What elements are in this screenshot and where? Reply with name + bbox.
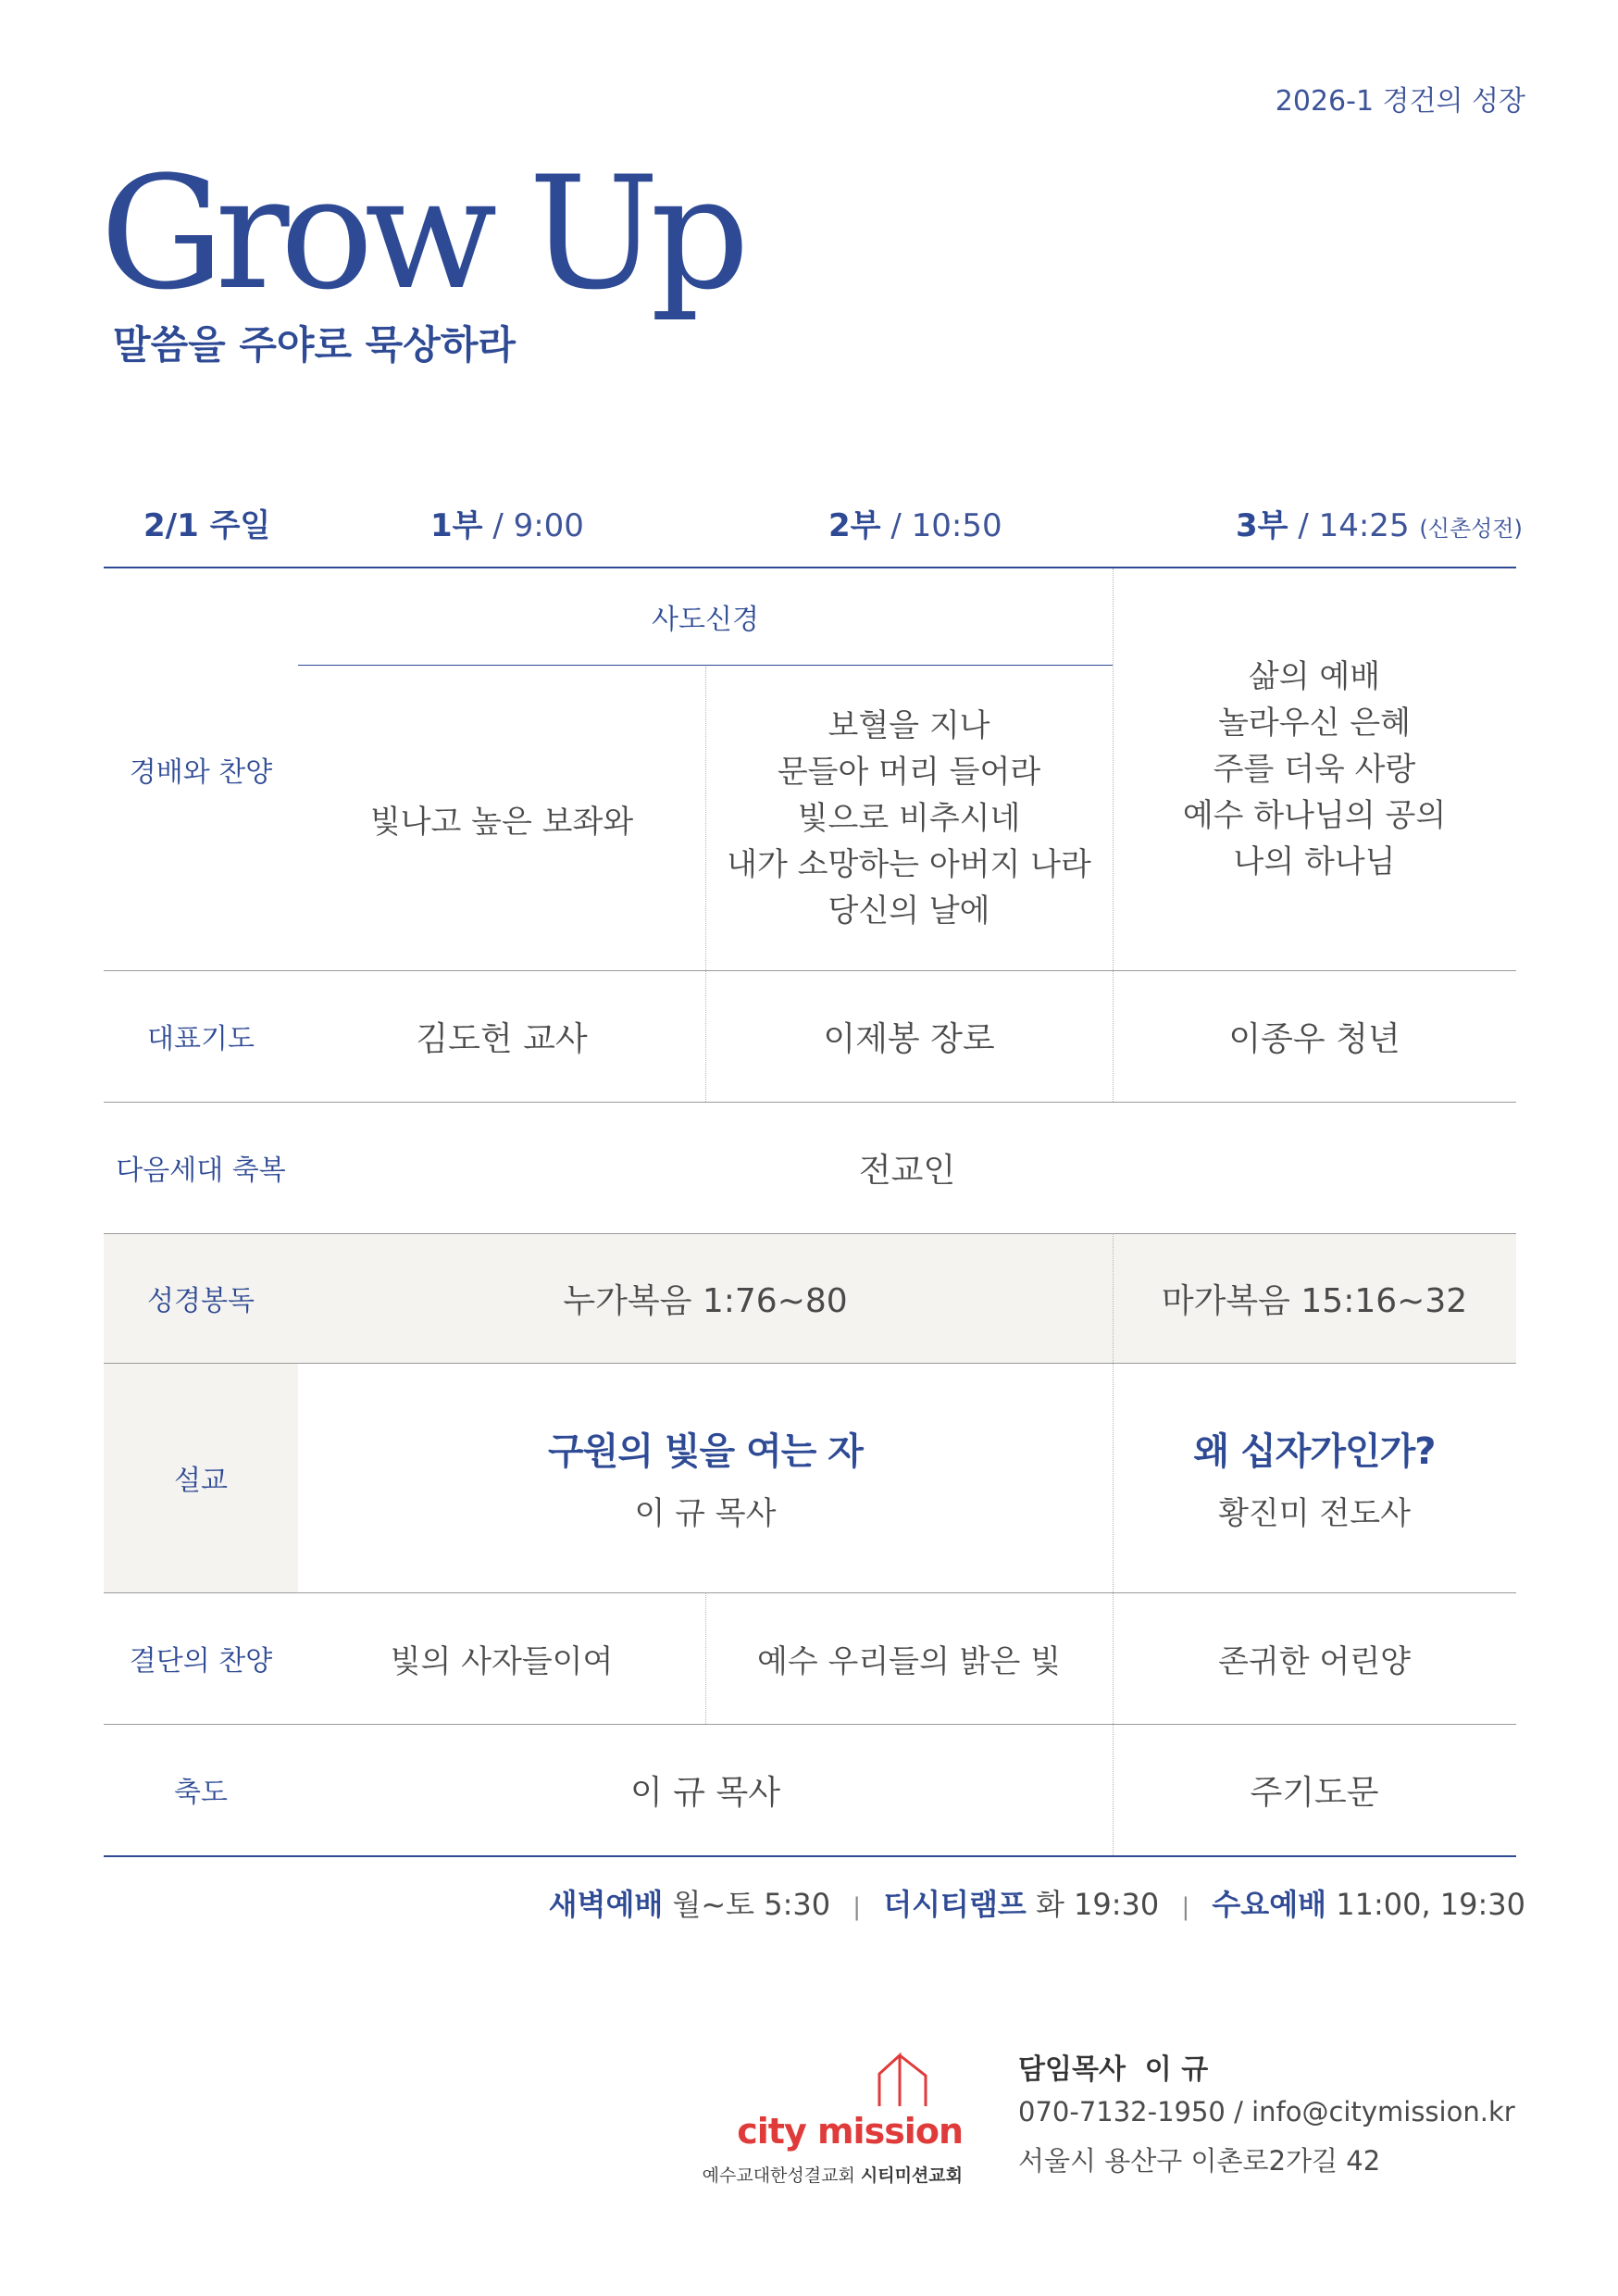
song-item: 주를 더욱 사랑 — [1213, 751, 1416, 788]
creed-text: 사도신경 — [652, 604, 759, 636]
service-2-header: 2부 / 10:50 — [828, 507, 1002, 544]
pastor-name: 담임목사 이 규 — [1018, 2053, 1209, 2086]
worship-label: 경배와 찬양 — [129, 756, 273, 789]
sermon-title: 구원의 빛을 여는 자 — [548, 1430, 863, 1473]
church-full-name: 예수교대한성결교회 시티미션교회 — [702, 2165, 963, 2186]
sermon-s3 — [1113, 1363, 1516, 1592]
prayer-s3: 이종우 청년 — [1228, 1019, 1400, 1058]
creed-rule — [298, 665, 1113, 666]
song-item: 빛으로 비추시네 — [797, 800, 1021, 837]
reading-s12: 누가복음 1:76~80 — [563, 1281, 848, 1320]
blessing-label: 다음세대 축복 — [116, 1154, 286, 1187]
song-item: 예수 하나님의 공의 — [1182, 797, 1447, 834]
sermon-speaker: 황진미 전도사 — [1218, 1495, 1411, 1532]
sermon-label: 설교 — [174, 1465, 228, 1497]
response-s2: 예수 우리들의 밝은 빛 — [756, 1642, 1062, 1680]
prayer-s2: 이제봉 장로 — [823, 1019, 995, 1058]
service-time: 화 19:30 — [1035, 1887, 1160, 1922]
blessing-all: 전교인 — [858, 1151, 956, 1190]
reading-s3: 마가복음 15:16~32 — [1161, 1281, 1468, 1320]
song-item: 놀라우신 은혜 — [1218, 705, 1411, 742]
sermon-speaker: 이 규 목사 — [634, 1495, 777, 1532]
response-label: 결단의 찬양 — [129, 1645, 273, 1678]
service-time: 11:00, 19:30 — [1336, 1887, 1525, 1922]
sermon-s12 — [298, 1363, 1113, 1592]
worship-s3-list — [1113, 568, 1516, 970]
song-item: 당신의 날에 — [828, 892, 990, 930]
series-label: 2026-1 경건의 성장 — [1275, 85, 1525, 118]
benediction-label: 축도 — [174, 1777, 228, 1809]
other-services — [549, 1881, 1525, 1924]
separator: | — [853, 1893, 862, 1921]
reading-label: 성경봉독 — [147, 1285, 255, 1317]
response-s1: 빛의 사자들이여 — [390, 1642, 614, 1680]
sermon-title: 왜 십자가인가? — [1193, 1430, 1436, 1473]
service-name: 더시티램프 — [883, 1887, 1027, 1922]
prayer-label: 대표기도 — [147, 1023, 255, 1055]
song-item: 문들아 머리 들어라 — [777, 754, 1041, 791]
response-s3: 존귀한 어린양 — [1218, 1642, 1411, 1680]
table-bottom-rule — [104, 1855, 1516, 1857]
song-item: 나의 하나님 — [1233, 843, 1396, 880]
benediction-s12: 이 규 목사 — [630, 1773, 780, 1812]
service-3-header: 3부 / 14:25 (신촌성전) — [1236, 507, 1523, 544]
contact-info: 070-7132-1950 / info@citymission.kr — [1018, 2096, 1515, 2128]
separator: | — [1181, 1893, 1190, 1921]
page-title: Grow Up — [100, 143, 741, 324]
church-address: 서울시 용산구 이촌로2가길 42 — [1018, 2145, 1381, 2177]
song-item: 보혈을 지나 — [828, 707, 990, 744]
service-name: 수요예배 — [1212, 1887, 1327, 1922]
service-time: 월~토 5:30 — [672, 1887, 831, 1922]
prayer-s1: 김도헌 교사 — [416, 1019, 588, 1058]
song-item: 내가 소망하는 아버지 나라 — [727, 846, 1091, 883]
worship-s2-list — [705, 667, 1113, 970]
church-building-icon — [657, 2037, 972, 2176]
worship-s1: 빛나고 높은 보좌와 — [369, 803, 634, 841]
service-1-header: 1부 / 9:00 — [430, 507, 584, 544]
benediction-s3: 주기도문 — [1250, 1773, 1379, 1812]
page-subtitle: 말씀을 주야로 묵상하라 — [113, 322, 516, 368]
service-name: 새벽예배 — [548, 1887, 664, 1922]
church-logo-name: city mission — [737, 2111, 963, 2152]
song-item: 삶의 예배 — [1248, 658, 1381, 695]
service-date: 2/1 주일 — [143, 507, 271, 544]
